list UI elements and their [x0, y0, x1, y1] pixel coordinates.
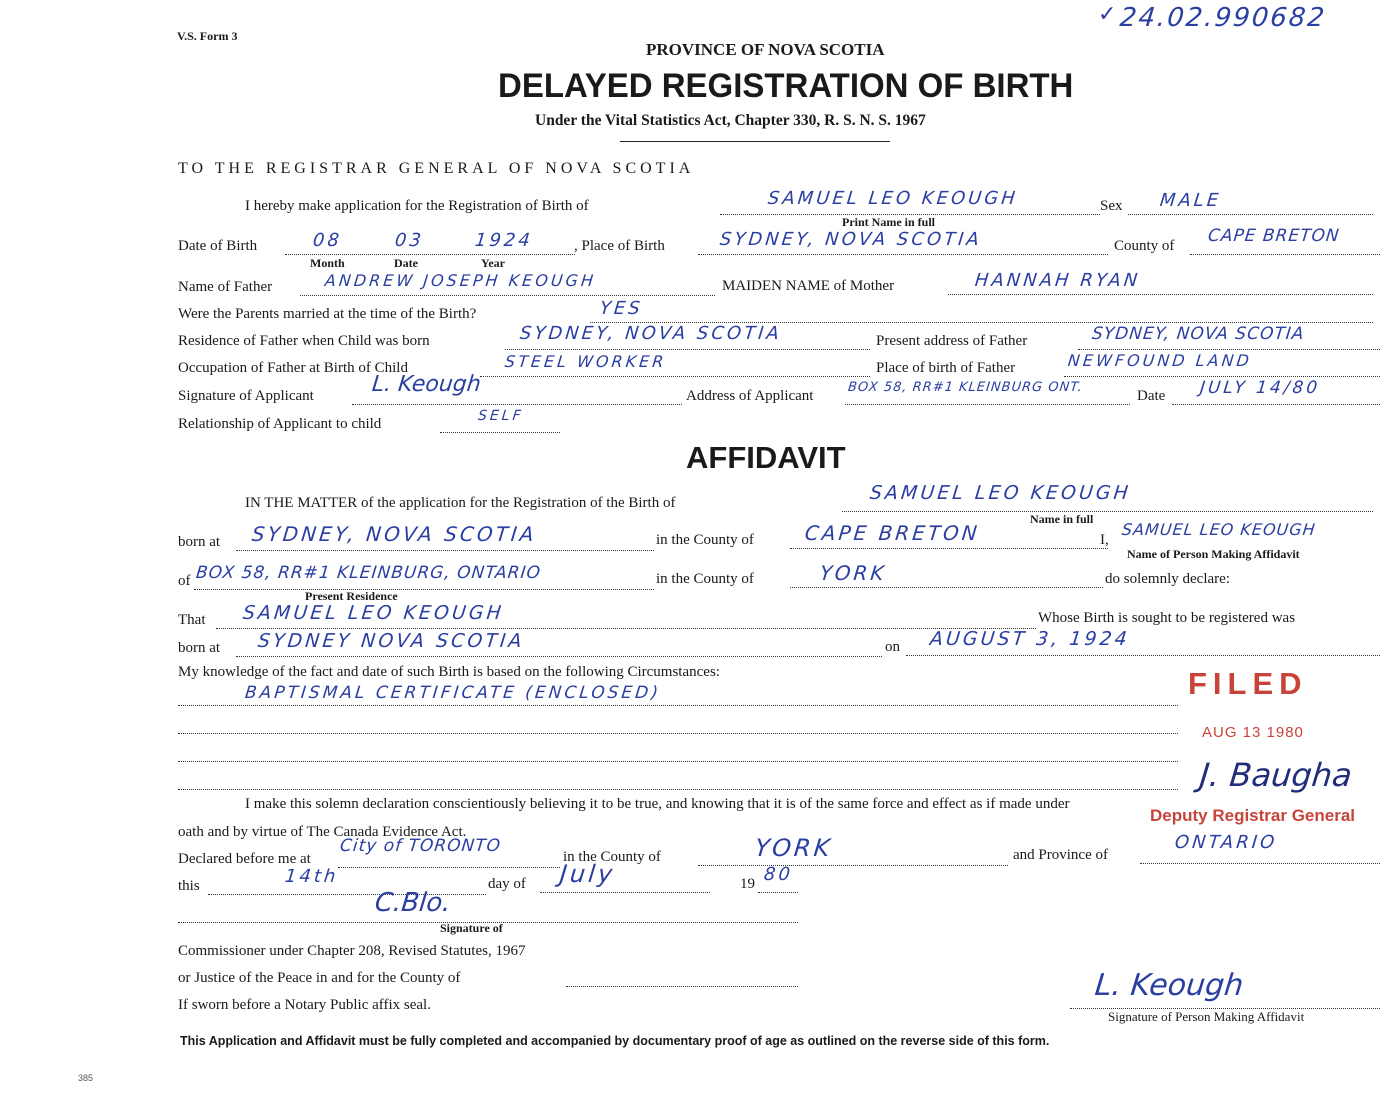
label-signature-of: Signature of: [440, 921, 503, 935]
page-subtitle: Under the Vital Statistics Act, Chapter 330, R. S. N. S. 1967: [535, 112, 926, 129]
affiant-residence[interactable]: BOX 58, RR#1 KLEINBURG, ONTARIO: [194, 563, 542, 583]
place-of-birth[interactable]: SYDNEY, NOVA SCOTIA: [718, 229, 983, 250]
footer-code: 385: [78, 1073, 94, 1083]
label-19: 19: [740, 876, 755, 892]
father-occupation[interactable]: STEEL WORKER: [504, 352, 668, 371]
that-name[interactable]: SAMUEL LEO KEOUGH: [241, 602, 506, 624]
child-name[interactable]: SAMUEL LEO KEOUGH: [766, 188, 1019, 209]
label-declared-before: Declared before me at: [178, 851, 311, 867]
affidavit-born-at[interactable]: SYDNEY, NOVA SCOTIA: [250, 522, 538, 546]
label-born-at-2: born at: [178, 640, 221, 656]
born-at-2[interactable]: SYDNEY NOVA SCOTIA: [256, 630, 526, 652]
label-date: Date: [394, 256, 418, 270]
label-name-in-full: Name in full: [1030, 512, 1094, 526]
title-rule: [620, 141, 890, 142]
mother-maiden-name[interactable]: HANNAH RYAN: [973, 270, 1142, 291]
commissioner-signature[interactable]: C.Blo.: [373, 888, 453, 918]
label-dob: Date of Birth: [178, 238, 258, 254]
declared-county[interactable]: YORK: [753, 834, 835, 862]
label-in-county: in the County of: [656, 532, 754, 548]
label-address-applicant: Address of Applicant: [686, 388, 814, 404]
label-of: of: [178, 573, 191, 589]
page-title: DELAYED REGISTRATION OF BIRTH: [498, 67, 1074, 105]
label-solemnly-declare: do solemnly declare:: [1105, 571, 1230, 587]
registration-number: 24.02.990682: [1118, 3, 1328, 33]
label-knowledge: My knowledge of the fact and date of such Birth is based on the following Circumstances:: [178, 664, 720, 680]
filed-date-stamp: AUG 13 1980: [1202, 724, 1304, 741]
label-province: and Province of: [1013, 847, 1108, 863]
dob-date[interactable]: 03: [393, 230, 426, 251]
label-year: Year: [481, 256, 505, 270]
label-solemn-declaration: I make this solemn declaration conscientiously believing it to be true, and knowing that it is of the same force and effect as if made under: [245, 796, 1070, 812]
county-of-birth[interactable]: CAPE BRETON: [1206, 226, 1341, 246]
label-i: I,: [1100, 532, 1109, 548]
label-day-of: day of: [488, 876, 526, 892]
father-present-address[interactable]: SYDNEY, NOVA SCOTIA: [1090, 324, 1306, 344]
footer-note: This Application and Affidavit must be fully completed and accompanied by documentary proof of age as outlined on the reverse side of this form.: [180, 1034, 1050, 1048]
label-in-county-3: in the County of: [563, 849, 661, 865]
sex-value[interactable]: MALE: [1158, 190, 1223, 211]
label-signature-applicant: Signature of Applicant: [178, 388, 314, 404]
label-present-residence: Present Residence: [305, 589, 398, 603]
application-date[interactable]: JULY 14/80: [1198, 378, 1322, 398]
check-mark-icon: ✓: [1098, 2, 1117, 27]
dob-month[interactable]: 08: [311, 230, 344, 251]
label-mother: MAIDEN NAME of Mother: [722, 278, 895, 294]
applicant-address[interactable]: BOX 58, RR#1 KLEINBURG ONT.: [847, 380, 1084, 395]
label-occupation: Occupation of Father at Birth of Child: [178, 360, 408, 376]
father-birthplace[interactable]: NEWFOUND LAND: [1067, 351, 1253, 370]
label-that: That: [178, 612, 206, 628]
birth-date-written[interactable]: AUGUST 3, 1924: [928, 628, 1131, 650]
label-married: Were the Parents married at the time of the Birth?: [178, 306, 477, 322]
label-on: on: [885, 639, 900, 655]
declared-month[interactable]: July: [558, 860, 617, 888]
label-relationship: Relationship of Applicant to child: [178, 416, 382, 432]
dob-year[interactable]: 1924: [473, 230, 534, 251]
label-in-the-matter: IN THE MATTER of the application for the Registration of the Birth of: [245, 495, 676, 511]
label-application-date: Date: [1137, 388, 1166, 404]
label-father: Name of Father: [178, 279, 273, 295]
applicant-signature[interactable]: L. Keough: [370, 372, 483, 397]
label-print-name: Print Name in full: [842, 215, 935, 229]
label-whose-birth: Whose Birth is sought to be registered was: [1038, 610, 1296, 626]
affiant-signature[interactable]: L. Keough: [1093, 968, 1246, 1003]
form-number: V.S. Form 3: [177, 29, 238, 43]
declared-at[interactable]: City of TORONTO: [338, 836, 503, 856]
parents-married[interactable]: YES: [598, 298, 644, 319]
deputy-signature: J. Baugha: [1198, 756, 1354, 794]
label-commissioner: Commissioner under Chapter 208, Revised Statutes, 1967: [178, 943, 526, 959]
father-residence[interactable]: SYDNEY, NOVA SCOTIA: [518, 323, 783, 344]
deputy-registrar-stamp: Deputy Registrar General: [1150, 806, 1356, 825]
label-in-county-2: in the County of: [656, 571, 754, 587]
label-affiant-signature: Signature of Person Making Affidavit: [1108, 1009, 1305, 1024]
addressee-line: TO THE REGISTRAR GENERAL OF NOVA SCOTIA: [178, 160, 695, 177]
declared-year[interactable]: 80: [762, 864, 795, 885]
affiant-name[interactable]: SAMUEL LEO KEOUGH: [1121, 520, 1317, 539]
label-justice: or Justice of the Peace in and for the County of: [178, 970, 461, 986]
label-person-making-affidavit: Name of Person Making Affidavit: [1127, 547, 1300, 561]
label-father-birthplace: Place of birth of Father: [876, 360, 1016, 376]
circumstances-value[interactable]: BAPTISMAL CERTIFICATE (ENCLOSED): [243, 683, 662, 703]
affidavit-heading: AFFIDAVIT: [686, 440, 846, 475]
label-month: Month: [310, 256, 345, 270]
relationship-value[interactable]: SELF: [477, 408, 525, 424]
label-place-of-birth: , Place of Birth: [574, 238, 665, 254]
filed-stamp: FILED: [1188, 666, 1308, 701]
label-this: this: [178, 878, 200, 894]
affiant-county[interactable]: YORK: [818, 561, 888, 585]
label-apply: I hereby make application for the Registration of Birth of: [245, 198, 589, 214]
label-residence-father: Residence of Father when Child was born: [178, 333, 430, 349]
declared-day[interactable]: 14th: [283, 866, 340, 887]
label-county: County of: [1114, 238, 1175, 254]
province-heading: PROVINCE OF NOVA SCOTIA: [646, 40, 885, 59]
declared-province[interactable]: ONTARIO: [1173, 832, 1279, 853]
father-name[interactable]: ANDREW JOSEPH KEOUGH: [324, 271, 598, 290]
label-oath: oath and by virtue of The Canada Evidence Act.: [178, 824, 467, 840]
label-born-at: born at: [178, 534, 221, 550]
label-present-address: Present address of Father: [876, 333, 1028, 349]
affidavit-child-name[interactable]: SAMUEL LEO KEOUGH: [868, 482, 1133, 504]
label-sex: Sex: [1100, 198, 1123, 214]
affidavit-county[interactable]: CAPE BRETON: [803, 521, 982, 545]
label-notary: If sworn before a Notary Public affix seal.: [178, 997, 431, 1013]
